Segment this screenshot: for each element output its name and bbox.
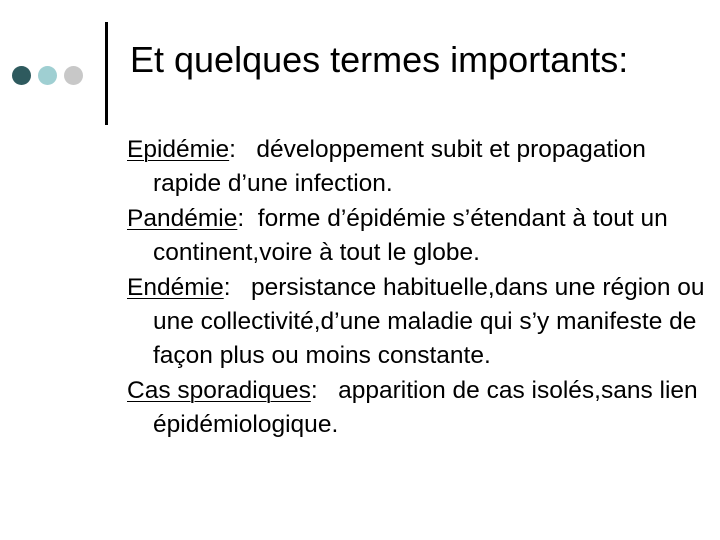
term-separator: :	[229, 136, 236, 163]
term-name: Pandémie	[127, 204, 238, 232]
term-separator: :	[237, 204, 245, 232]
term-definition: développement subit et propagation rapide d’une infection.	[153, 136, 646, 198]
term-item-pandemie	[127, 202, 707, 271]
term-name: Endémie	[127, 273, 224, 301]
title-divider	[105, 22, 108, 125]
term-item-endemie	[127, 271, 707, 374]
term-item-cas-sporadiques	[127, 374, 707, 443]
terms-list	[127, 133, 707, 443]
term-separator: :	[223, 273, 231, 301]
term-definition: forme d’épidémie s’étendant à tout un continent,voire à tout le globe.	[153, 204, 668, 267]
light-teal-dot	[38, 66, 57, 85]
dark-teal-dot	[12, 66, 31, 85]
term-separator: :	[310, 376, 318, 404]
slide-title: Et quelques termes importants:	[130, 39, 629, 80]
term-item-epidemie	[127, 133, 707, 202]
decorative-bullet-dots	[12, 66, 83, 85]
term-name: Epidémie	[127, 136, 230, 163]
term-definition: persistance habituelle,dans une région ou une collectivité,d’une maladie qui s’y manifeste de façon plus ou moins constante.	[153, 273, 705, 370]
gray-dot	[64, 66, 83, 85]
term-definition: apparition de cas isolés,sans lien épidémiologique.	[153, 376, 698, 439]
term-name: Cas sporadiques	[127, 376, 311, 404]
